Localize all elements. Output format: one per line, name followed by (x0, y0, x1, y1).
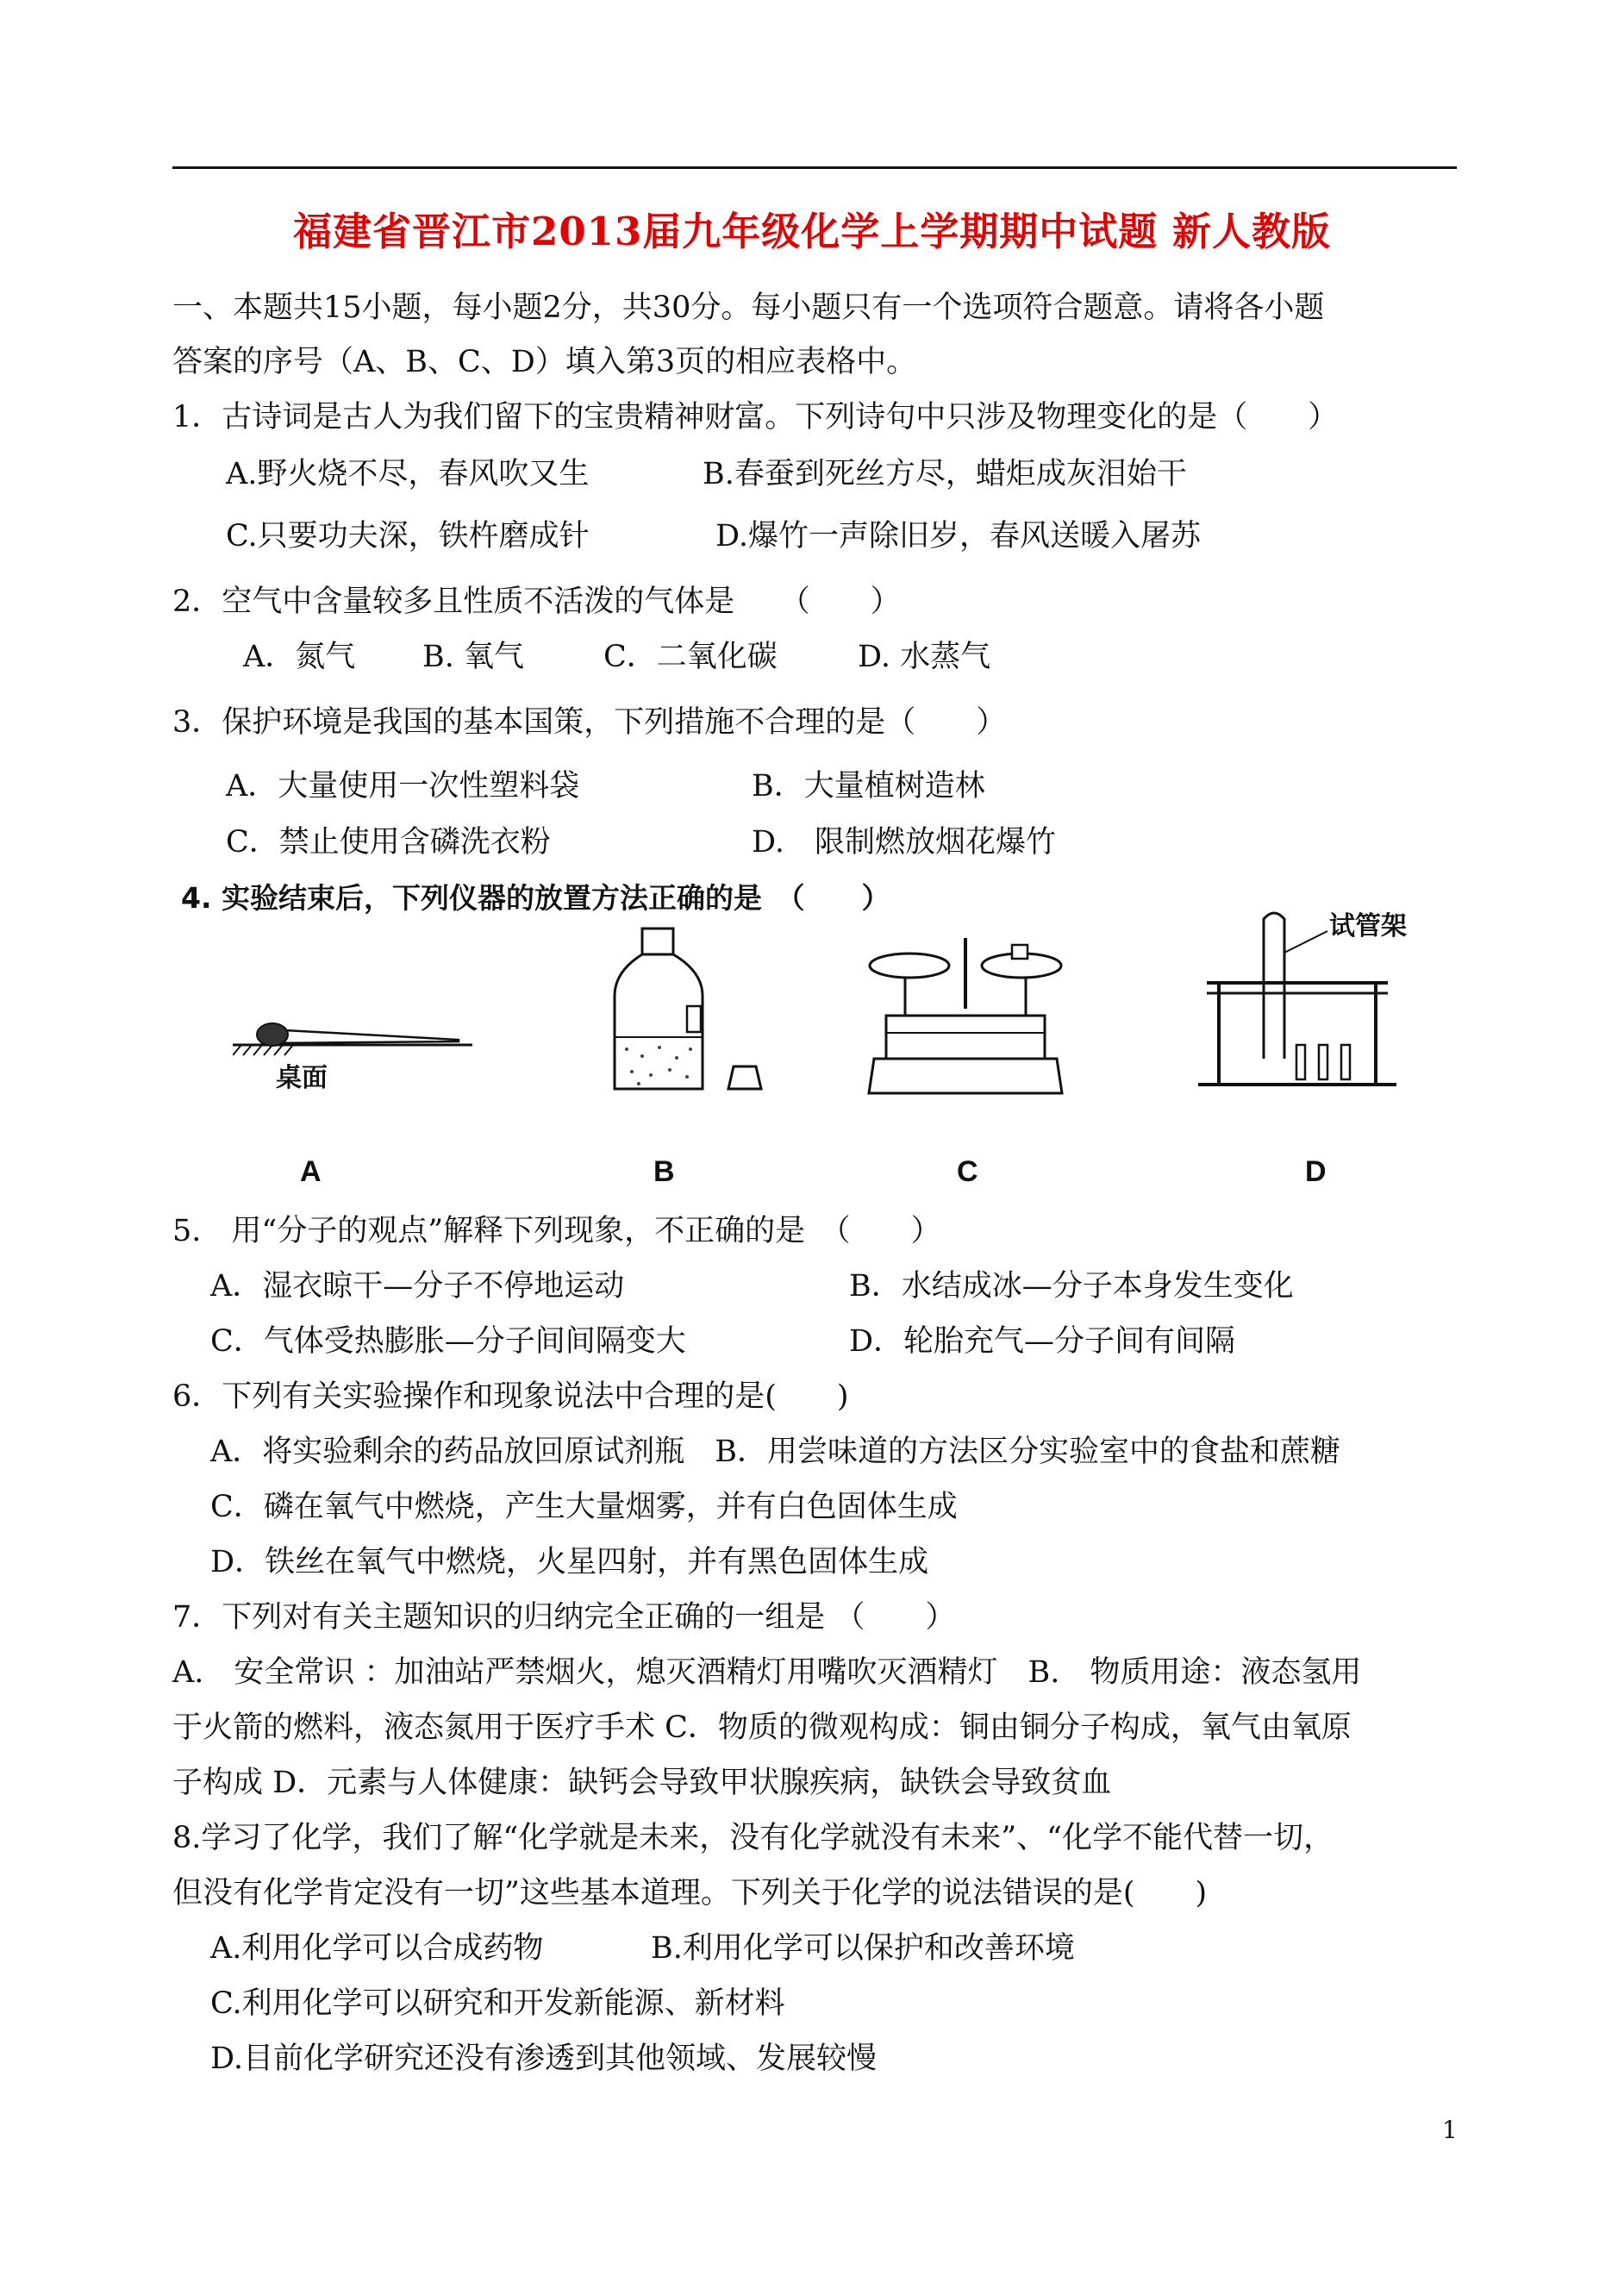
q8-option-a: A.利用化学可以合成药物 (210, 1931, 544, 1966)
figure-label-c: C (957, 1155, 978, 1188)
page-title: 福建省晋江市2013届九年级化学上学期期中试题 新人教版 (293, 209, 1331, 254)
q3-option-b: B．大量植树造林 (752, 769, 985, 804)
q2-stem: 2．空气中含量较多且性质不活泼的气体是 （ ） (172, 585, 901, 619)
q6-stem: 6．下列有关实验操作和现象说法中合理的是( ) (172, 1379, 849, 1414)
q5-option-c: C．气体受热膨胀—分子间间隔变大 (210, 1324, 686, 1359)
q8-stem-line-1: 8.学习了化学，我们了解“化学就是未来，没有化学就没有未来”、“化学不能代替一切， (172, 1821, 1334, 1855)
q8-option-d: D.目前化学研究还没有渗透到其他领域、发展较慢 (210, 2042, 877, 2076)
figure-label-b: B (653, 1155, 675, 1188)
section-instruction-line-1: 一、本题共15小题，每小题2分，共30分。每小题只有一个选项符合题意。请将各小题 (172, 291, 1325, 325)
figure-a-label-text: 桌面 (276, 1064, 328, 1092)
section-instruction-line-2: 答案的序号（A、B、C、D）填入第3页的相应表格中。 (172, 345, 917, 379)
q5-option-d: D．轮胎充气—分子间有间隔 (849, 1324, 1236, 1359)
figure-label-d: D (1305, 1155, 1327, 1188)
q6-option-d: D．铁丝在氧气中燃烧，火星四射，并有黑色固体生成 (210, 1545, 929, 1579)
q5-option-a: A．湿衣晾干—分子不停地运动 (210, 1269, 625, 1304)
page-number: 1 (1442, 2116, 1458, 2144)
q7-line-1: A. 安全常识 ：加油站严禁烟火，熄灭酒精灯用嘴吹灭酒精灯 B. 物质用途：液态氢用 (172, 1655, 1362, 1690)
q1-option-a: A.野火烧不尽，春风吹又生 (226, 457, 590, 491)
q3-option-c: C．禁止使用含磷洗衣粉 (226, 825, 551, 860)
q2-option-a: A．氮气 (243, 640, 356, 674)
figure-b-reagent-bottle (608, 927, 771, 1099)
q4-stem: 4. 实验结束后，下列仪器的放置方法正确的是 （ ） (181, 881, 890, 915)
q6-option-ab: A．将实验剩余的药品放回原试剂瓶 B．用尝味道的方法区分实验室中的食盐和蔗糖 (210, 1435, 1340, 1469)
q7-stem: 7．下列对有关主题知识的归纳完全正确的一组是 （ ） (172, 1600, 956, 1635)
q5-stem: 5. 用“分子的观点”解释下列现象，不正确的是 （ ） (172, 1214, 941, 1248)
figure-d-test-tube-rack (1190, 905, 1431, 1108)
figure-d-label-text: 试管架 (1329, 912, 1407, 941)
q7-line-2: 于火箭的燃料，液态氮用于医疗手术 C．物质的微观构成：铜由铜分子构成，氧气由氧原 (172, 1710, 1352, 1745)
q2-option-c: C．二氧化碳 (603, 640, 778, 674)
q1-stem: 1．古诗词是古人为我们留下的宝贵精神财富。下列诗句中只涉及物理变化的是（ ） (172, 400, 1339, 435)
q3-option-a: A．大量使用一次性塑料袋 (226, 769, 580, 804)
q1-option-b: B.春蚕到死丝方尽，蜡炬成灰泪始干 (703, 457, 1187, 491)
q8-stem-line-2: 但没有化学肯定没有一切”这些基本道理。下列关于化学的说法错误的是( ) (172, 1876, 1208, 1910)
q3-option-d: D. 限制燃放烟花爆竹 (752, 825, 1056, 860)
q2-option-d: D. 水蒸气 (858, 640, 991, 674)
q2-option-b: B. 氧气 (422, 640, 524, 674)
q6-option-c: C．磷在氧气中燃烧，产生大量烟雾，并有白色固体生成 (210, 1490, 958, 1524)
figure-a-rod-on-table (233, 1000, 474, 1121)
figure-c-balance (862, 931, 1069, 1104)
figure-label-a: A (300, 1155, 322, 1188)
q1-option-d: D.爆竹一声除旧岁，春风送暖入屠苏 (715, 519, 1201, 553)
q8-option-b: B.利用化学可以保护和改善环境 (651, 1931, 1075, 1966)
q7-line-3: 子构成 D．元素与人体健康：缺钙会导致甲状腺疾病，缺铁会导致贫血 (172, 1766, 1112, 1800)
top-rule (172, 166, 1457, 169)
q8-option-c: C.利用化学可以研究和开发新能源、新材料 (210, 1986, 785, 2021)
q5-option-b: B．水结成冰—分子本身发生变化 (849, 1269, 1294, 1304)
q1-option-c: C.只要功夫深，铁杵磨成针 (226, 519, 590, 553)
q3-stem: 3．保护环境是我国的基本国策，下列措施不合理的是（ ） (172, 705, 1007, 740)
